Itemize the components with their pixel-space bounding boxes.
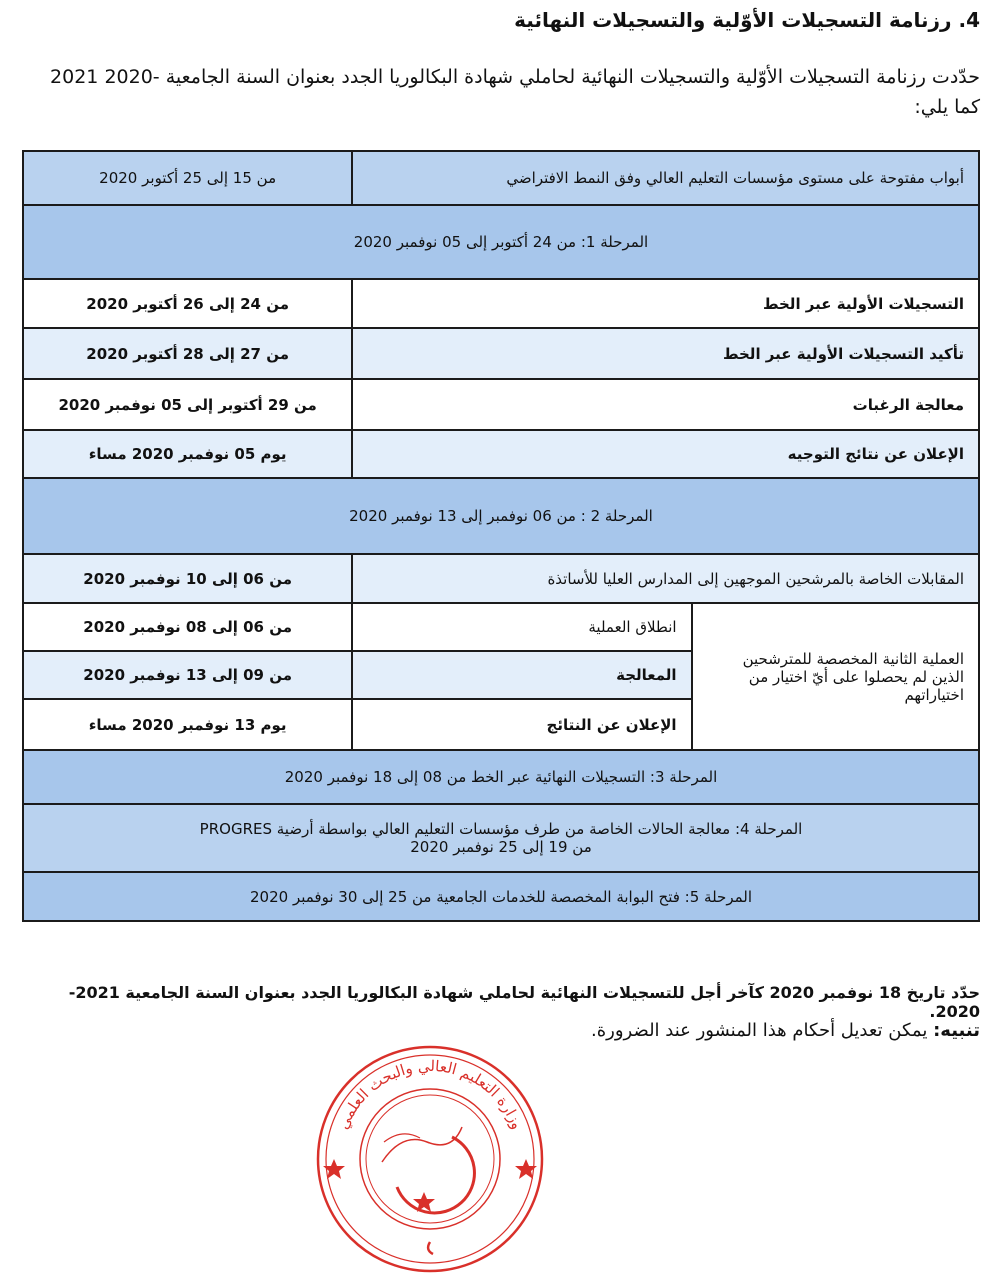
preregistration-label: التسجيلات الأولية عبر الخط (352, 279, 979, 328)
table-row (23, 554, 979, 603)
processing-label: المعالجة (352, 651, 691, 699)
table-row (23, 328, 979, 379)
orientation-results-label: الإعلان عن نتائج التوجيه (352, 430, 979, 478)
phase-3: المرحلة 3: التسجيلات النهائية عبر الخط من 08 إلى 18 نوفمبر 2020 (23, 750, 979, 804)
processing-date: من 09 إلى 13 نوفمبر 2020 (23, 651, 352, 699)
table-row (23, 750, 979, 804)
table-row (23, 603, 979, 651)
svg-text:وزارة التعليم العالي والبحث ال: وزارة التعليم العالي والبحث العلمي (333, 1056, 527, 1132)
operation-start-date: من 06 إلى 08 نوفمبر 2020 (23, 603, 352, 651)
table-row (23, 279, 979, 328)
phase-2: المرحلة 2 : من 06 نوفمبر إلى 13 نوفمبر 2020 (23, 478, 979, 554)
intro-paragraph: حدّدت رزنامة التسجيلات الأوّلية والتسجيلات النهائية لحاملي شهادة البكالوريا الجدد بعنوان السنة الجامعية -2020 2021 كما يلي: (50, 66, 980, 118)
confirm-preregistration-label: تأكيد التسجيلات الأولية عبر الخط (352, 328, 979, 379)
results-announcement-date: يوم 13 نوفمبر 2020 مساء (23, 699, 352, 750)
deadline-note: حدّد تاريخ 18 نوفمبر 2020 كآخر أجل للتسجيلات النهائية لحاملي شهادة البكالوريا الجدد بعنوان السنة الجامعية 2021-2020. (68, 983, 980, 1021)
open-days-date: من 15 إلى 25 أكتوبر 2020 (23, 151, 352, 205)
table-row (23, 872, 979, 921)
second-operation-label: العملية الثانية المخصصة للمترشحين الذين لم يحصلوا على أيّ اختيار من اختياراتهم (692, 603, 979, 750)
interviews-date: من 06 إلى 10 نوفمبر 2020 (23, 554, 352, 603)
results-announcement-label: الإعلان عن النتائج (352, 699, 691, 750)
table-row (23, 379, 979, 430)
wishes-processing-label: معالجة الرغبات (352, 379, 979, 430)
phase-5: المرحلة 5: فتح البوابة المخصصة للخدمات الجامعية من 25 إلى 30 نوفمبر 2020 (23, 872, 979, 921)
warning-note (591, 1020, 980, 1041)
preregistration-date: من 24 إلى 26 أكتوبر 2020 (23, 279, 352, 328)
section-heading: 4. رزنامة التسجيلات الأوّلية والتسجيلات النهائية (514, 8, 980, 32)
table-row (23, 478, 979, 554)
schedule-table (22, 150, 980, 922)
table-row (23, 151, 979, 205)
phase-4-line-2: من 19 إلى 25 نوفمبر 2020 (410, 838, 592, 856)
wishes-processing-date: من 29 أكتوبر إلى 05 نوفمبر 2020 (23, 379, 352, 430)
table-row (23, 205, 979, 279)
warning-text: يمكن تعديل أحكام هذا المنشور عند الضرورة. (590, 1020, 934, 1041)
operation-start-label: انطلاق العملية (352, 603, 691, 651)
open-days-label: أبواب مفتوحة على مستوى مؤسسات التعليم العالي وفق النمط الافتراضي (352, 151, 979, 205)
phase-1: المرحلة 1: من 24 أكتوبر إلى 05 نوفمبر 2020 (23, 205, 979, 279)
orientation-results-date: يوم 05 نوفمبر 2020 مساء (23, 430, 352, 478)
phase-4 (23, 804, 979, 872)
phase-4-line-1: المرحلة 4: معالجة الحالات الخاصة من طرف مؤسسات التعليم العالي بواسطة أرضية PROGRES (199, 820, 803, 838)
table-row (23, 430, 979, 478)
confirm-preregistration-date: من 27 إلى 28 أكتوبر 2020 (23, 328, 352, 379)
warning-label: تنبيه: (933, 1020, 980, 1041)
official-seal-icon (312, 1042, 548, 1276)
interviews-label: المقابلات الخاصة بالمرشحين الموجهين إلى المدارس العليا للأساتذة (352, 554, 979, 603)
table-row (23, 804, 979, 872)
